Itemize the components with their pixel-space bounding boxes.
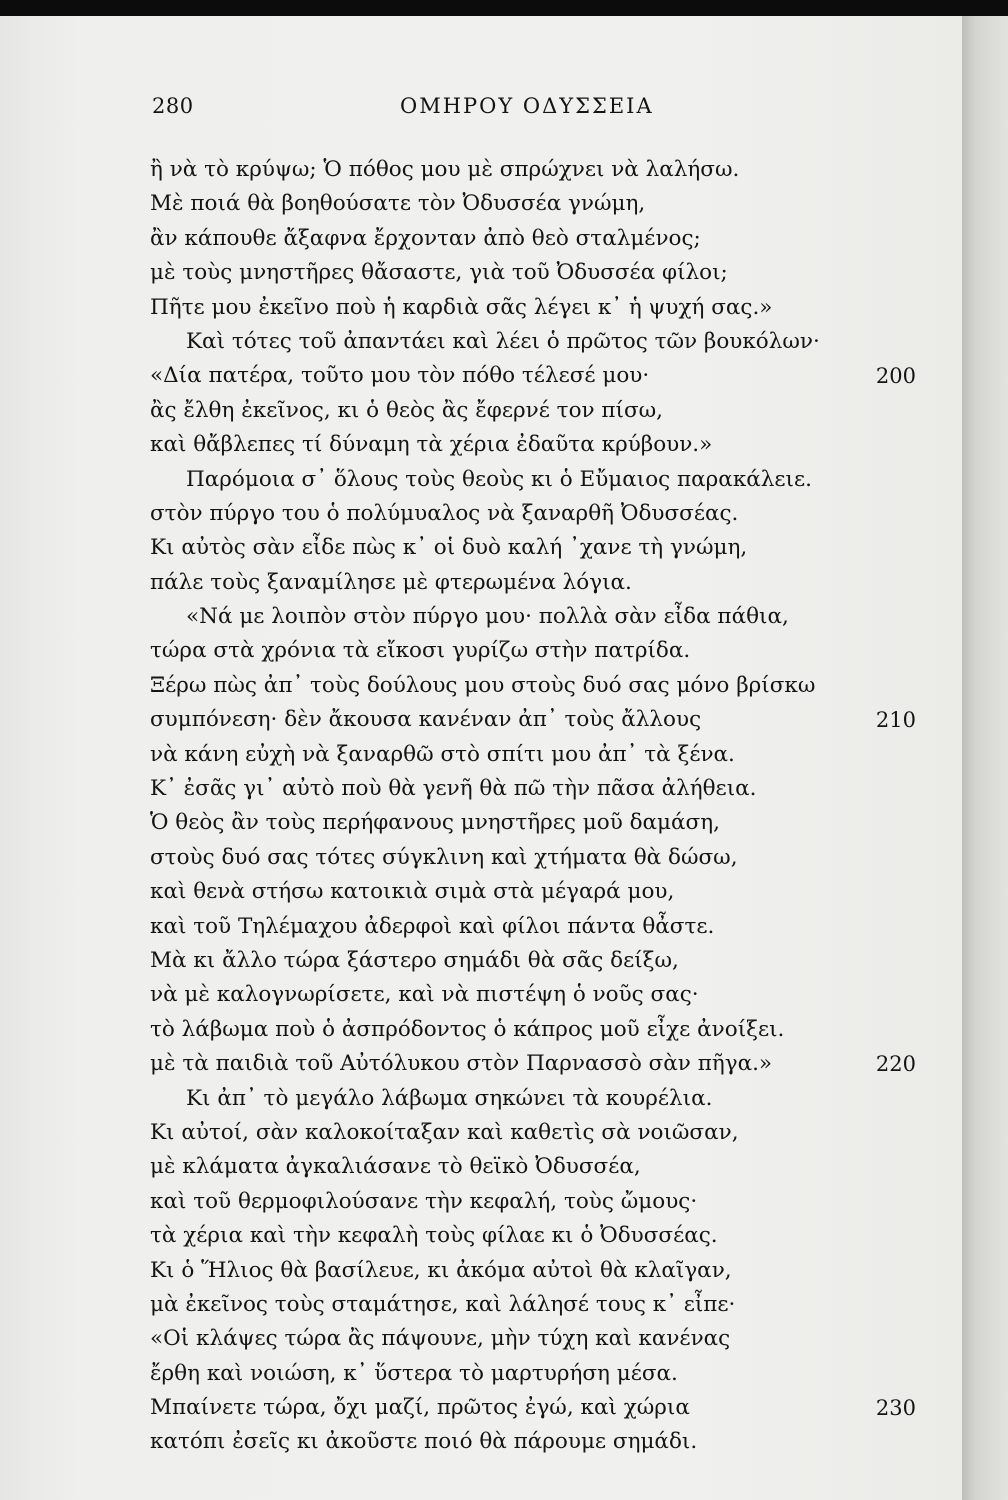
verse-line <box>0 222 962 256</box>
verse-line <box>0 772 962 806</box>
verse-text: στοὺς δυό σας τότες σύγκλινη καὶ χτήματα θὰ δώσω, <box>150 844 738 870</box>
verse-line <box>0 1219 962 1253</box>
verse-text: Κι αὐτοί, σὰν καλοκοίταξαν καὶ καθετὶς σὰ νοιῶσαν, <box>150 1119 739 1145</box>
verse-line <box>0 703 962 737</box>
verse-text: τὸ λάβωμα ποὺ ὁ ἀσπρόδοντος ὁ κάπρος μοῦ εἶχε ἀνοίξει. <box>150 1016 785 1042</box>
verse-line <box>0 325 962 359</box>
verse-line <box>0 291 962 325</box>
verse-text: κατόπι ἐσεῖς κι ἀκοῦστε ποιό θὰ πάρουμε σημάδι. <box>150 1429 698 1455</box>
verse-line <box>0 1116 962 1150</box>
verse-text: μὲ τὰ παιδιὰ τοῦ Αὐτόλυκου στὸν Παρνασσὸ σὰν πῆγα.» <box>150 1051 773 1077</box>
verse-text: Μὲ ποιά θὰ βοηθούσατε τὸν Ὀδυσσέα γνώμη, <box>150 191 646 217</box>
verse-text: ἢ νὰ τὸ κρύψω; Ὁ πόθος μου μὲ σπρώχνει νὰ λαλήσω. <box>150 157 740 182</box>
verse-text: «Οἱ κλάψες τώρα ἂς πάψουνε, μὴν τύχη καὶ κανένας <box>150 1326 731 1352</box>
verse-text: Κι ὁ Ἥλιος θὰ βασίλευε, κι ἀκόμα αὐτοὶ θὰ κλαῖγαν, <box>150 1257 732 1283</box>
verse-line <box>0 463 962 497</box>
verse-text: νὰ κάνη εὐχὴ νὰ ξαναρθῶ στὸ σπίτι μου ἀπ᾽ τὰ ξένα. <box>150 741 735 767</box>
verse-line <box>0 1185 962 1219</box>
verse-line <box>0 910 962 944</box>
verse-text: «Νά με λοιπὸν στὸν πύργο μου· πολλὰ σὰν εἶδα πάθια, <box>186 604 789 630</box>
verse-text: συμπόνεση· δὲν ἄκουσα κανέναν ἀπ᾽ τοὺς ἄλλους <box>150 707 702 733</box>
verse-line <box>0 1391 962 1425</box>
verse-text: «Δία πατέρα, τοῦτο μου τὸν πόθο τέλεσέ μου· <box>150 363 650 389</box>
verse-line <box>0 497 962 531</box>
verse-line <box>0 187 962 221</box>
verse-line <box>0 256 962 290</box>
verse-text: μὲ τοὺς μνηστῆρες θἄσαστε, γιὰ τοῦ Ὀδυσσέα φίλοι; <box>150 260 728 286</box>
verse-text: νὰ μὲ καλογνωρίσετε, καὶ νὰ πιστέψη ὁ νοῦς σας· <box>150 982 699 1008</box>
verse-line <box>0 428 962 462</box>
verse-number: 200 <box>875 364 916 389</box>
verse-text: Μὰ κι ἄλλο τώρα ξάστερο σημάδι θὰ σᾶς δείξω, <box>150 947 679 973</box>
verse-line <box>0 1322 962 1356</box>
verse-text: Μπαίνετε τώρα, ὄχι μαζί, πρῶτος ἐγώ, καὶ χώρια <box>150 1395 690 1421</box>
scan-top-border <box>0 0 1008 16</box>
running-title: ΟΜΗΡΟΥ ΟΔΥΣΣΕΙΑ <box>400 94 654 118</box>
verse-text: Παρόμοια σ᾽ ὅλους τοὺς θεοὺς κι ὁ Εὔμαιος παρακάλειε. <box>186 466 812 492</box>
verse-text: Κι ἀπ᾽ τὸ μεγάλο λάβωμα σηκώνει τὰ κουρέλια. <box>186 1085 713 1111</box>
verse-text: Καὶ τότες τοῦ ἀπαντάει καὶ λέει ὁ πρῶτος τῶν βουκόλων· <box>186 328 820 354</box>
verse-line <box>0 634 962 668</box>
verse-text: τὰ χέρια καὶ τὴν κεφαλὴ τοὺς φίλαε κι ὁ Ὀδυσσέας. <box>150 1223 718 1249</box>
verse-line <box>0 1425 962 1459</box>
verse-line <box>0 531 962 565</box>
verse-line <box>0 1047 962 1081</box>
verse-text: καὶ τοῦ Τηλέμαχου ἀδερφοὶ καὶ φίλοι πάντα θἆστε. <box>150 913 715 939</box>
verse-line <box>0 978 962 1012</box>
verse-number: 210 <box>875 708 916 733</box>
verse-text: Κ᾽ ἐσᾶς γι᾽ αὐτὸ ποὺ θὰ γενῆ θὰ πῶ τὴν πᾶσα ἀλήθεια. <box>150 776 757 802</box>
verse-line <box>0 669 962 703</box>
verse-text: ἔρθη καὶ νοιώση, κ᾽ ὕστερα τὸ μαρτυρήση μέσα. <box>150 1360 678 1386</box>
verse-text: Ξέρω πὼς ἀπ᾽ τοὺς δούλους μου στοὺς δυό σας μόνο βρίσκω <box>150 672 816 698</box>
verse-text: Ὁ θεὸς ἂν τοὺς περήφανους μνηστῆρες μοῦ δαμάση, <box>150 810 720 836</box>
verse-text: καὶ θἄβλεπες τί δύναμη τὰ χέρια ἐδαῦτα κρύβουν.» <box>150 432 713 458</box>
verse-line <box>0 944 962 978</box>
verse-text: Κι αὐτὸς σὰν εἶδε πὼς κ᾽ οἱ δυὸ καλή ᾽χανε τὴ γνώμη, <box>150 535 748 561</box>
verse-line <box>0 875 962 909</box>
verse-text: ἂς ἔλθη ἐκεῖνος, κι ὁ θεὸς ἂς ἔφερνέ τον πίσω, <box>150 397 664 423</box>
page-number: 280 <box>152 94 194 118</box>
verse-line <box>0 153 962 187</box>
verse-text: μὰ ἐκεῖνος τοὺς σταμάτησε, καὶ λάλησέ τους κ᾽ εἶπε· <box>150 1291 736 1317</box>
verse-text: τώρα στὰ χρόνια τὰ εἴκοσι γυρίζω στὴν πατρίδα. <box>150 638 691 664</box>
verse-line <box>0 394 962 428</box>
verse-number: 220 <box>875 1052 916 1077</box>
verse-text: καὶ θενὰ στήσω κατοικιὰ σιμὰ στὰ μέγαρά μου, <box>150 879 675 905</box>
verse-line <box>0 841 962 875</box>
verse-text: στὸν πύργο του ὁ πολύμυαλος νὰ ξαναρθῆ Ὀδυσσέας. <box>150 500 739 526</box>
verse-line <box>0 600 962 634</box>
poem-text <box>0 153 962 1460</box>
verse-text: ἂν κάπουθε ἄξαφνα ἔρχονταν ἀπὸ θεὸ σταλμένος; <box>150 225 701 251</box>
verse-text: πάλε τοὺς ξαναμίλησε μὲ φτερωμένα λόγια. <box>150 569 632 595</box>
verse-text: Πῆτε μου ἐκεῖνο ποὺ ἡ καρδιὰ σᾶς λέγει κ᾽ ἡ ψυχή σας.» <box>150 294 773 320</box>
verse-line <box>0 1013 962 1047</box>
verse-text: καὶ τοῦ θερμοφιλούσανε τὴν κεφαλή, τοὺς ὤμους· <box>150 1188 698 1214</box>
verse-line <box>0 1288 962 1322</box>
verse-line <box>0 359 962 393</box>
verse-line <box>0 1082 962 1116</box>
verse-number: 230 <box>875 1396 916 1421</box>
page-header <box>0 94 962 124</box>
verse-line <box>0 806 962 840</box>
verse-line <box>0 1357 962 1391</box>
verse-line <box>0 738 962 772</box>
verse-text: μὲ κλάματα ἀγκαλιάσανε τὸ θεϊκὸ Ὀδυσσέα, <box>150 1154 641 1180</box>
verse-line <box>0 566 962 600</box>
book-gutter <box>962 16 1008 1500</box>
verse-line <box>0 1254 962 1288</box>
verse-line <box>0 1150 962 1184</box>
